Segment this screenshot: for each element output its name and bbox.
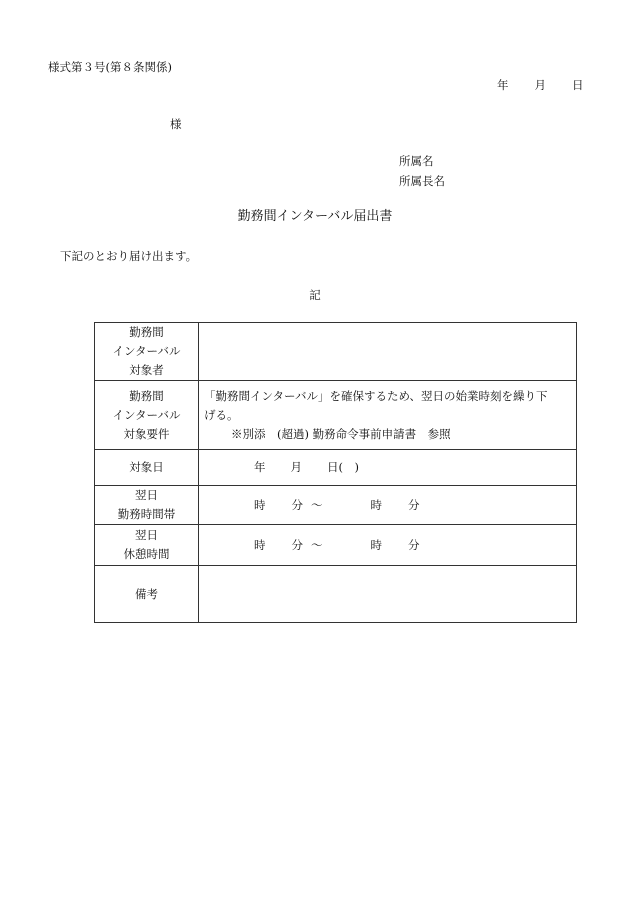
date-day-label: 日 [572, 78, 584, 92]
next-day-work-hours-field[interactable]: 時 分 ～ 時 分 [199, 486, 577, 525]
target-requirement-text: 「勤務間インターバル」を確保するため、翌日の始業時刻を繰り下 げる。 ※別添 (超過) 勤務命令事前申請書 参照 [199, 381, 577, 450]
interval-form-table [94, 322, 577, 623]
department-head-label: 所属長名 [399, 174, 445, 188]
next-day-break-time-field[interactable]: 時 分 ～ 時 分 [199, 525, 577, 566]
row-header-target-person: 勤務間 インターバル 対象者 [95, 323, 199, 381]
table-row [95, 566, 577, 623]
ki-heading: 記 [309, 288, 321, 302]
target-date-field[interactable]: 年 月 日( ) [199, 450, 577, 486]
addressee-suffix: 様 [170, 117, 182, 131]
intro-text: 下記のとおり届け出ます。 [60, 249, 198, 263]
date-month-label: 月 [534, 78, 546, 92]
target-person-field[interactable] [199, 323, 577, 381]
row-header-next-day-work-hours: 翌日 勤務時間帯 [95, 486, 199, 525]
row-header-remarks: 備考 [95, 566, 199, 623]
date-line [497, 78, 584, 92]
table-row [95, 450, 577, 486]
table-row [95, 486, 577, 525]
table-row [95, 381, 577, 450]
table-row [95, 323, 577, 381]
remarks-field[interactable] [199, 566, 577, 623]
form-number: 様式第３号(第８条関係) [48, 60, 172, 74]
row-header-target-requirement: 勤務間 インターバル 対象要件 [95, 381, 199, 450]
date-year-label: 年 [497, 78, 509, 92]
department-label: 所属名 [399, 154, 434, 168]
row-header-target-date: 対象日 [95, 450, 199, 486]
table-row [95, 525, 577, 566]
row-header-next-day-break-time: 翌日 休憩時間 [95, 525, 199, 566]
document-title: 勤務間インターバル届出書 [237, 209, 393, 224]
